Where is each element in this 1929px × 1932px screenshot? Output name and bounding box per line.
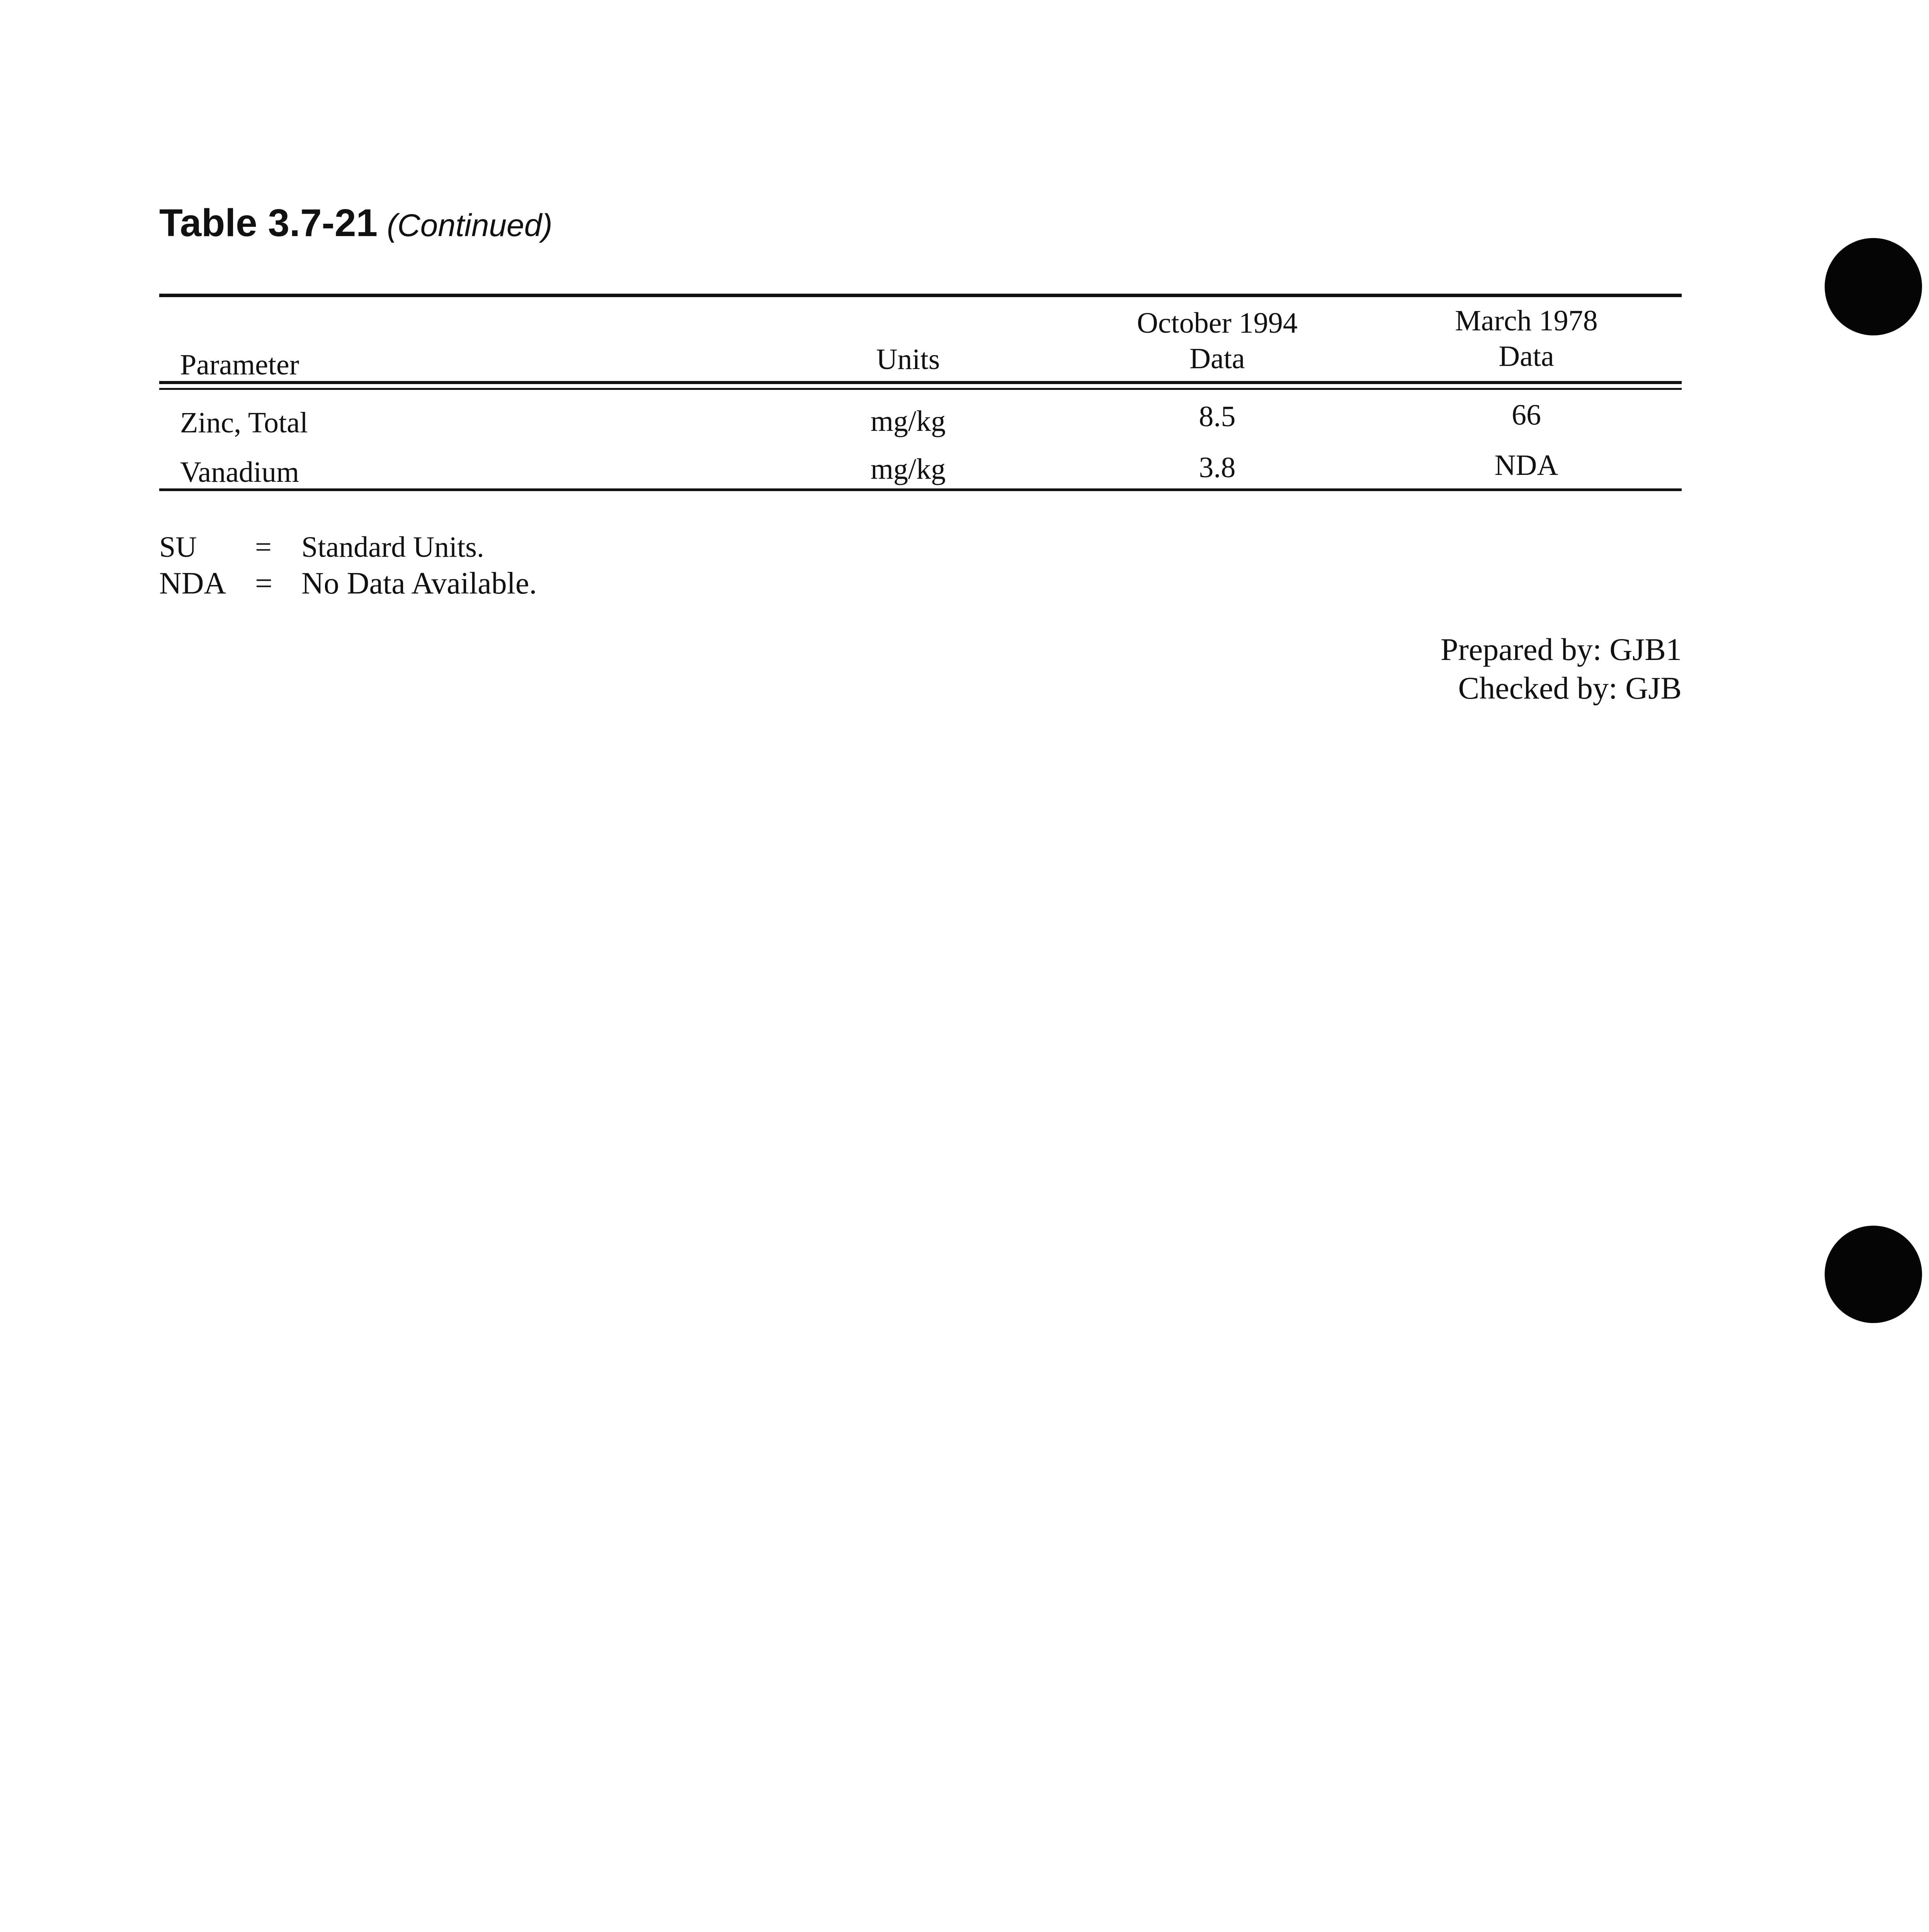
- row-vanadium-parameter: Vanadium: [180, 456, 299, 488]
- header-parameter: Parameter: [180, 349, 299, 381]
- table-bottom-rule: [159, 488, 1682, 491]
- row-vanadium-units: mg/kg: [870, 453, 946, 485]
- header-rule-thick: [159, 381, 1682, 384]
- table-continued-label: (Continued): [387, 208, 553, 243]
- table-top-rule: [159, 294, 1682, 297]
- row-zinc-parameter: Zinc, Total: [180, 406, 308, 439]
- header-mar1978-line2: Data: [1499, 340, 1554, 372]
- row-zinc-mar1978: 66: [1512, 399, 1541, 431]
- header-units: Units: [876, 343, 940, 376]
- hole-punch-middle: [1825, 1226, 1922, 1323]
- row-zinc-oct1994: 8.5: [1199, 400, 1236, 433]
- header-mar1978-line1: March 1978: [1455, 304, 1598, 337]
- row-vanadium-mar1978: NDA: [1494, 449, 1558, 481]
- note-nda-abbr: NDA: [159, 566, 226, 600]
- row-zinc-units: mg/kg: [870, 405, 946, 437]
- header-oct1994-line2: Data: [1189, 342, 1245, 375]
- row-vanadium-oct1994: 3.8: [1199, 451, 1236, 484]
- note-su-abbr: SU: [159, 531, 197, 563]
- note-nda-equals: =: [255, 566, 273, 600]
- hole-punch-top: [1825, 238, 1922, 335]
- prepared-by: Prepared by: GJB1: [1440, 632, 1682, 667]
- checked-by: Checked by: GJB: [1458, 670, 1682, 706]
- table-title: [159, 201, 553, 245]
- header-rule-thin: [159, 388, 1682, 390]
- header-oct1994-line1: October 1994: [1137, 307, 1298, 339]
- note-su-text: Standard Units.: [301, 531, 484, 563]
- note-nda-text: No Data Available.: [301, 566, 537, 600]
- table-number: Table 3.7-21: [159, 201, 378, 245]
- note-su-equals: =: [255, 531, 272, 563]
